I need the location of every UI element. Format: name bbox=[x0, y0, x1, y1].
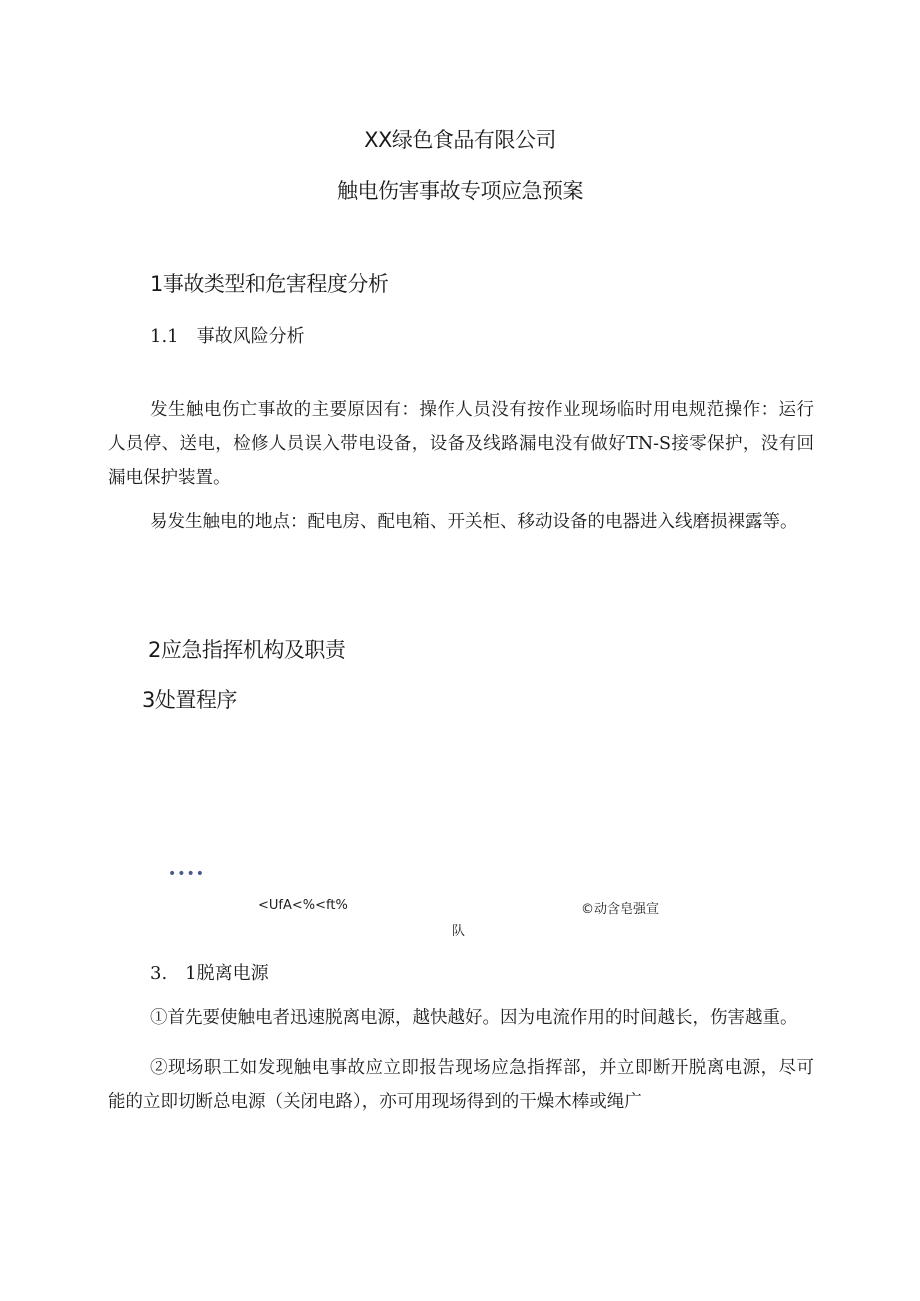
company-name: XX绿色食品有限公司 bbox=[364, 128, 556, 152]
figure-dots: •••• bbox=[168, 866, 206, 882]
figure-label-right: ©动含皂强宣 bbox=[581, 902, 660, 917]
plan-title: 触电伤害事故专项应急预案 bbox=[337, 179, 583, 203]
paragraph: 发生触电伤亡事故的主要原因有：操作人员没有按作业现场临时用电规范操作：运行人员停、送电，检修人员误入带电设备，设备及线路漏电没有做好TN-S接零保护，没有回漏电保护装置。 bbox=[108, 400, 814, 488]
paragraph: ②现场职工如发现触电事故应立即报告现场应急指挥部，并立即断开脱离电源，尽可能的立即切断总电源（关闭电路），亦可用现场得到的干燥木棒或绳广 bbox=[108, 1058, 814, 1112]
figure-label-bottom: 队 bbox=[452, 924, 466, 939]
section-1-heading: 1事故类型和危害程度分析 bbox=[150, 272, 389, 296]
section-1-1-heading: 1.1 事故风险分析 bbox=[150, 326, 305, 347]
section-3-heading: 3处置程序 bbox=[142, 688, 237, 712]
paragraph: ①首先要使触电者迅速脱离电源，越快越好。因为电流作用的时间越长，伤害越重。 bbox=[150, 1008, 798, 1028]
section-3-1-heading: 3. 1脱离电源 bbox=[150, 963, 269, 984]
figure-label-left: <UfA<%<ft% bbox=[258, 898, 348, 913]
section-3-body bbox=[108, 1001, 814, 1119]
paragraph: 易发生触电的地点：配电房、配电箱、开关柜、移动设备的电器进入线磨损裸露等。 bbox=[150, 512, 798, 532]
section-2-heading: 2应急指挥机构及职责 bbox=[148, 638, 346, 662]
section-1-body bbox=[108, 393, 814, 539]
